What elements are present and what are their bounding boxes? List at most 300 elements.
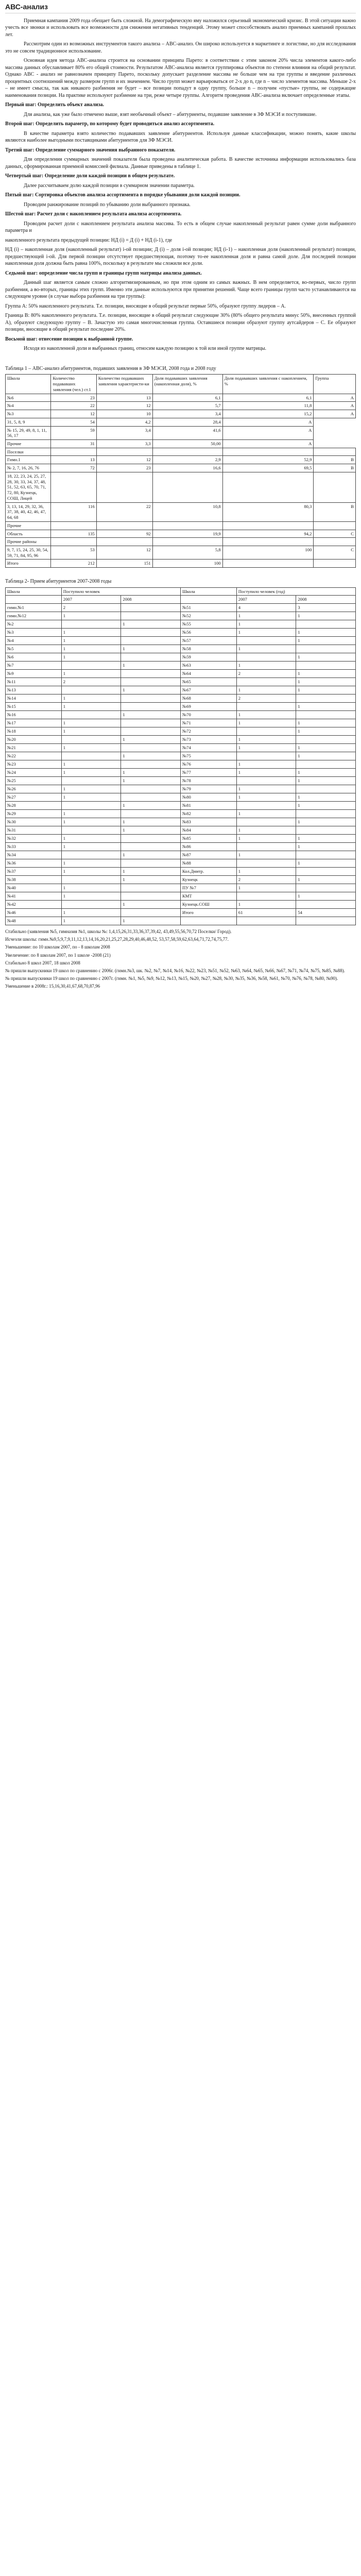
table-row (6, 546, 356, 560)
table-cell: 100 (152, 560, 222, 568)
table-1-header-cell: Доля подававших заявления с накоплением, % (222, 375, 314, 394)
table-cell: 1 (61, 670, 121, 678)
table-cell: №69 (180, 703, 236, 711)
step-6-text-1: Проводим расчет доли с накоплением результата анализа массива. То есть в общем случае накопленный результат равен сумме доли выбранного параметра и (5, 221, 356, 234)
table-cell: Кузнецк.СОШ (180, 901, 236, 909)
table-cell: 1 (296, 744, 356, 752)
note-line: № пришли выпускники 19 школ по сравнению с 2007г. (гимн. №1, №5, №9, №12, №13, №15, №20, №27, №28, №30, №35, №36, №58, №61, №70, №76, №78, №80, №90). (5, 976, 338, 981)
table-cell: №26 (6, 785, 62, 793)
table-row (6, 752, 356, 760)
table-cell: 2 (61, 604, 121, 612)
table-cell (61, 662, 121, 670)
intro-paragraph-1: Приемная кампания 2009 года обещает быть сложной. На демографическую яму наложился серьезный экономический кризис. В этой ситуации важно учесть все звонки и использовать все возможности для снижения негативных тенденций. Этому может способствовать анализ приемных кампаний прошлых лет. (5, 18, 356, 38)
table-cell: №20 (6, 736, 62, 744)
table-cell: №73 (180, 736, 236, 744)
table-cell: №37 (6, 868, 62, 876)
table-cell: 1 (61, 835, 121, 843)
table-2-header-cell: Школа (6, 587, 62, 596)
step-1-text: Для анализа, как уже было отмечено выше, взят необычный объект – абитуриенты, подавшие заявление в ЗФ МЭСИ и поступившие. (24, 111, 317, 117)
table-cell (121, 612, 181, 620)
table-cell: 3 (296, 604, 356, 612)
table-cell: 50,00 (152, 440, 222, 448)
table-row (6, 402, 356, 410)
table-cell: 1 (236, 719, 296, 727)
table-row (6, 802, 356, 810)
table-cell (296, 917, 356, 925)
table-cell (296, 662, 356, 670)
step-7-heading: Седьмой шаг: определение числа групп и границы групп матрицы анализа данных. (5, 270, 202, 276)
table-1-header-cell: Школа (6, 375, 51, 394)
page-title: АВС-анализ (5, 0, 356, 13)
table-cell: гимн.№1 (6, 604, 62, 612)
table-cell (121, 884, 181, 892)
table-cell: 1 (296, 703, 356, 711)
table-cell: 54 (296, 909, 356, 917)
table-cell: Кол.Дмитр. (180, 868, 236, 876)
table-cell: 13 (51, 456, 96, 464)
table-cell: 52,9 (222, 456, 314, 464)
table-row (6, 678, 356, 686)
table-cell: 2 (236, 670, 296, 678)
table-cell: №48 (6, 917, 62, 925)
table-cell: 22 (51, 402, 96, 410)
table-cell: №23 (6, 760, 62, 769)
page (0, 0, 361, 995)
table-cell: №31 (6, 826, 62, 835)
table-cell: 61 (236, 909, 296, 917)
table-1-header-row (6, 375, 356, 394)
table-cell (236, 637, 296, 645)
table-cell: 2,9 (152, 456, 222, 464)
table-row (6, 472, 356, 502)
table-cell (314, 472, 356, 502)
step-4-text: Далее рассчитываем долю каждой позиции в суммарном значении параметра. (24, 182, 195, 189)
table-row (6, 793, 356, 802)
note-line: Исчезли школы: гимн.№9,5,9,7,9,11,12,13,14,16,20,21,25,27,28,29,40,46,48,52, 53,57,58,59,62,63,64,71,72,74,75,77. (5, 937, 229, 942)
table-cell (61, 826, 121, 835)
table-cell (236, 703, 296, 711)
table-cell: №63 (180, 662, 236, 670)
table-cell: 11,8 (222, 402, 314, 410)
table-cell: 1 (61, 653, 121, 662)
table-cell: 1 (121, 826, 181, 835)
table-cell (121, 760, 181, 769)
step-6-heading: Шестой шаг: Расчет доли с накоплением результата анализа ассортимента. (5, 211, 182, 217)
table-cell (121, 678, 181, 686)
table-cell: 1 (61, 637, 121, 645)
table-cell: 1 (121, 851, 181, 859)
table-cell: 3,4 (96, 426, 152, 439)
table-cell (296, 901, 356, 909)
step-6-text-3: НД (i) – накопленная доля (накопленный результат) i-ой позиции; Д (i) – доля i-ой позиции; НД (i-1) – накопленная доля (накопленный результат) позиции, предшествующей i-ой. Для первой позиции отсутствует предшествующая, поэтому то-ее накопленная доля и равна самой доле. Для последней позиции накопленная доля должна быть равна 100%, поскольку в результате мы сложили все доли. (5, 247, 356, 267)
table-cell: 1 (296, 769, 356, 777)
table-cell: №80 (180, 793, 236, 802)
table-row (6, 604, 356, 612)
intro-paragraph-2: Рассмотрим один из возможных инструментов такого анализа – АВС-анализ. Он широко используется в маркетинге и логистике, но для исследования это не совсем традиционное использование. (5, 41, 356, 54)
note-line: Стабильно (заявления №5, гимназия №1, школы №: 1,4,15,26,31,33,36,37,39,42, 43,49,55,56,70,72 Поселки/ Город). (5, 929, 232, 935)
table-cell: №27 (6, 793, 62, 802)
table-cell (296, 736, 356, 744)
table-row (6, 909, 356, 917)
table-cell: №29 (6, 810, 62, 818)
table-row (6, 686, 356, 694)
table-cell (121, 703, 181, 711)
table-cell: 1 (61, 719, 121, 727)
table-cell: №16 (6, 711, 62, 719)
table-cell: A (222, 418, 314, 426)
table-2-header-row (6, 587, 356, 596)
table-cell: 80,3 (222, 502, 314, 521)
table-cell (61, 711, 121, 719)
table-cell (152, 472, 222, 502)
table-cell: №13 (6, 686, 62, 694)
table-cell: №46 (6, 909, 62, 917)
table-cell: 1 (236, 810, 296, 818)
table-2-header-cell: 2008 (296, 596, 356, 604)
table-cell: №9 (6, 670, 62, 678)
table-cell (236, 678, 296, 686)
table-cell: 3,4 (152, 410, 222, 418)
table-cell: №6 (6, 653, 62, 662)
table-cell: 1 (121, 901, 181, 909)
table-cell: №32 (6, 835, 62, 843)
table-cell (236, 892, 296, 901)
step-1-heading: Первый шаг: Определить объект анализа. (5, 102, 104, 108)
table-row (6, 769, 356, 777)
table-cell (296, 694, 356, 703)
table-cell: 1 (296, 835, 356, 843)
table-cell: №5 (6, 645, 62, 653)
table-cell (152, 521, 222, 530)
table-cell: 5,7 (152, 402, 222, 410)
table-cell: №67 (180, 686, 236, 694)
table-cell (121, 909, 181, 917)
table-1-body (6, 394, 356, 568)
table-cell: 1 (61, 645, 121, 653)
table-cell: №3 (6, 410, 51, 418)
table-cell: 116 (51, 502, 96, 521)
table-cell (121, 835, 181, 843)
table-cell: №7 (6, 662, 62, 670)
table-1-header-cell: Группа (314, 375, 356, 394)
table-cell: 1 (121, 736, 181, 744)
table-cell: 1 (61, 843, 121, 851)
table-cell: 12 (96, 402, 152, 410)
table-2-header-cell: Поступило человек (год) (236, 587, 355, 596)
table-cell: 1 (236, 901, 296, 909)
table-row (6, 859, 356, 868)
table-cell: 1 (121, 876, 181, 884)
table-cell: №3 (6, 629, 62, 637)
table-cell: 1 (236, 612, 296, 620)
table-cell: 1 (296, 612, 356, 620)
table-cell: 1 (296, 727, 356, 736)
notes-section (5, 928, 356, 989)
table-cell: 59 (51, 426, 96, 439)
table-cell: №64 (180, 670, 236, 678)
table-cell: 1 (61, 892, 121, 901)
table-cell (61, 777, 121, 785)
table-cell (61, 620, 121, 629)
table-cell: 1 (236, 884, 296, 892)
table-row (6, 843, 356, 851)
table-cell: №22 (6, 752, 62, 760)
table-cell: 10,8 (152, 502, 222, 521)
table-cell: 23 (96, 464, 152, 472)
table-cell: B (314, 464, 356, 472)
table-cell: №36 (6, 859, 62, 868)
table-cell: 1 (61, 760, 121, 769)
note-line: Стабильно 8 школ 2007, 18 школ 2008 (5, 960, 80, 965)
table-cell: 1 (61, 917, 121, 925)
table-cell (296, 810, 356, 818)
group-a-text: Группа А: 50% накопленного результата. Т.е. позиции, вносящие в общий результат первые 50%, образуют группу лидеров – А. (5, 303, 286, 309)
table-cell (236, 777, 296, 785)
table-cell: 3,3 (96, 440, 152, 448)
table-cell: 1 (61, 744, 121, 752)
table-cell: 1 (296, 752, 356, 760)
table-cell (152, 538, 222, 546)
table-cell (121, 793, 181, 802)
group-b-text: Граница В: 80% накопленного результата. Т.е. позиции, вносящие в общий результат следующие 30% (80% общего результата минус 50%, внесенных группой А), образуют следующую группу – В. Зачастую это самая многочисленная группа. Оставшиеся позиции образуют группу аутсайдеров – С. Ее образуют позиции, вносящие в общий результат последние 20%. (5, 313, 356, 333)
table-row (6, 426, 356, 439)
table-cell: 12 (96, 456, 152, 464)
table-cell: №52 (180, 612, 236, 620)
table-cell (121, 843, 181, 851)
table-cell: 1 (61, 785, 121, 793)
table-cell: 3, 13, 14, 29, 32, 36, 37, 38, 40, 42, 46, 47, 64, 68 (6, 502, 51, 521)
table-row (6, 620, 356, 629)
table-cell: 2 (61, 678, 121, 686)
table-cell: 151 (96, 560, 152, 568)
table-1-header-cell: Количество подававших заявления (чел.) ст.1 (51, 375, 96, 394)
table-cell: №18 (6, 727, 62, 736)
table-cell: 1 (61, 727, 121, 736)
table-row (6, 777, 356, 785)
step-5-text: Проводим ранжирование позиций по убыванию доли выбранного признака. (24, 201, 191, 208)
table-cell (121, 719, 181, 727)
table-cell (236, 727, 296, 736)
table-cell: 1 (61, 859, 121, 868)
step-4-heading: Четвертый шаг: Определение доли каждой позиции в общем результате. (5, 173, 175, 179)
table-cell: 1 (236, 760, 296, 769)
table-row (6, 521, 356, 530)
table-row (6, 670, 356, 678)
table-cell: 18, 22, 23, 24, 25, 27, 28, 30, 33, 34, 37, 48, 51, 52, 63, 65, 70, 71, 72, 80, Кузнецк, СОШ, Лицей (6, 472, 51, 502)
table-cell: 72 (51, 464, 96, 472)
table-cell: №74 (180, 744, 236, 752)
table-cell: №2 (6, 620, 62, 629)
table-cell: №57 (180, 637, 236, 645)
table-cell (121, 653, 181, 662)
table-cell: Прочие (6, 521, 51, 530)
table-cell (96, 448, 152, 456)
table-cell (236, 859, 296, 868)
table-2-header-cell (180, 596, 236, 604)
table-cell: №51 (180, 604, 236, 612)
table-cell (222, 560, 314, 568)
table-cell: A (314, 394, 356, 402)
table-2-header-cell (6, 596, 62, 604)
table-cell: №33 (6, 843, 62, 851)
table-cell (121, 727, 181, 736)
table-cell: Итого (6, 560, 51, 568)
table-cell: Кузнецк (180, 876, 236, 884)
table-cell: №11 (6, 678, 62, 686)
table-cell: 1 (61, 769, 121, 777)
table-row (6, 612, 356, 620)
table-cell (61, 752, 121, 760)
table-cell: 1 (296, 892, 356, 901)
table-cell: 69,5 (222, 464, 314, 472)
table-cell: 1 (236, 851, 296, 859)
table-cell (121, 637, 181, 645)
table-cell: B (314, 456, 356, 464)
table-row (6, 901, 356, 909)
table-cell (121, 859, 181, 868)
table-cell: 19,9 (152, 530, 222, 538)
table-cell: 1 (296, 686, 356, 694)
table-cell (314, 538, 356, 546)
table-cell: 1 (236, 736, 296, 744)
table-cell: A (314, 402, 356, 410)
table-cell: 1 (236, 785, 296, 793)
table-cell: 1 (296, 818, 356, 826)
table-row (6, 727, 356, 736)
table-cell (96, 521, 152, 530)
table-1-header-cell: Количество подававших заявления характеристи-ки (96, 375, 152, 394)
table-cell: 1 (296, 670, 356, 678)
table-cell: 1 (121, 818, 181, 826)
table-row (6, 662, 356, 670)
step-7-text: Данный шаг является самым сложно алгоритмизированным, но при этом одним из самых важных. В нем определяется, во-первых, число групп разбиения, а во-вторых, границы этих групп. Именно эти данные используются при принятии решений. Чаще всего границы групп часто устанавливаются на следующем уровне (в случае выбора разбиения на три группы): (5, 280, 356, 300)
table-cell (236, 802, 296, 810)
table-cell (296, 785, 356, 793)
table-row (6, 410, 356, 418)
table-cell: 6,1 (222, 394, 314, 402)
table-cell: №70 (180, 711, 236, 719)
table-cell (121, 785, 181, 793)
table-cell: 1 (61, 703, 121, 711)
table-cell (222, 448, 314, 456)
table-cell (236, 917, 296, 925)
table-cell: КМТ (180, 892, 236, 901)
table-cell: 2 (236, 876, 296, 884)
table-cell: № 15, 29, 49, 8, 1, 11, 56, 17 (6, 426, 51, 439)
table-cell: 4 (236, 604, 296, 612)
table-2-header-cell: 2007 (61, 596, 121, 604)
table-cell: №34 (6, 851, 62, 859)
table-cell: 1 (121, 917, 181, 925)
table-cell (236, 843, 296, 851)
table-cell: 12 (96, 546, 152, 560)
table-cell: 1 (296, 678, 356, 686)
table-cell: №25 (6, 777, 62, 785)
table-cell (96, 538, 152, 546)
table-cell: 1 (121, 686, 181, 694)
table-cell: 1 (61, 818, 121, 826)
admissions-table (5, 587, 356, 925)
table-cell: 41,6 (152, 426, 222, 439)
table-cell: №81 (180, 802, 236, 810)
table-row (6, 826, 356, 835)
table-cell: 1 (236, 645, 296, 653)
table-cell: 31 (51, 440, 96, 448)
table-cell: Область (6, 530, 51, 538)
table-row (6, 418, 356, 426)
table-cell (121, 892, 181, 901)
table-row (6, 711, 356, 719)
table-row (6, 530, 356, 538)
step-2-heading: Второй шаг: Определить параметр, по которому будет проводиться анализ ассортимента. (5, 121, 215, 127)
table-cell (51, 538, 96, 546)
table-row (6, 892, 356, 901)
table-cell: №6 (6, 394, 51, 402)
table-cell (222, 472, 314, 502)
abc-analysis-table (5, 374, 356, 568)
table-cell: 1 (236, 769, 296, 777)
table-cell: 5,8 (152, 546, 222, 560)
table-cell: 1 (121, 777, 181, 785)
table-cell: 1 (61, 884, 121, 892)
table-cell: 212 (51, 560, 96, 568)
table-cell: 1 (236, 629, 296, 637)
table-cell: 1 (296, 719, 356, 727)
table-cell: №28 (6, 802, 62, 810)
table-cell: №71 (180, 719, 236, 727)
table-cell (296, 760, 356, 769)
table-row (6, 719, 356, 727)
table-1-caption: Таблица 1 – АВС-анализ абитуриентов, подавших заявления в ЗФ МЭСИ, 2008 года и 2008 году (5, 365, 216, 371)
table-cell: 1 (296, 629, 356, 637)
table-cell: №83 (180, 818, 236, 826)
table-row (6, 785, 356, 793)
table-cell: 4,2 (96, 418, 152, 426)
table-cell: №42 (6, 901, 62, 909)
table-cell (236, 752, 296, 760)
table-cell: 135 (51, 530, 96, 538)
table-cell (96, 472, 152, 502)
table-cell: C (314, 530, 356, 538)
step-6-formula: накопленного результата предыдущей позиции: НД (i) = Д (i) + НД (i-1), где (5, 237, 173, 243)
table-cell (222, 538, 314, 546)
table-cell: 1 (236, 835, 296, 843)
table-cell: Прочие районы (6, 538, 51, 546)
table-2-header-cell: 2008 (121, 596, 181, 604)
table-cell (236, 653, 296, 662)
table-cell: №17 (6, 719, 62, 727)
table-cell: 22 (96, 502, 152, 521)
table-cell: A (222, 426, 314, 439)
table-cell (222, 521, 314, 530)
table-cell: A (314, 410, 356, 418)
table-cell: 1 (121, 662, 181, 670)
table-cell: 1 (61, 612, 121, 620)
table-cell: №78 (180, 777, 236, 785)
table-cell: №41 (6, 892, 62, 901)
table-cell (296, 620, 356, 629)
table-row (6, 394, 356, 402)
table-cell: №82 (180, 810, 236, 818)
table-cell (121, 604, 181, 612)
note-line: № пришли выпускники 19 школ по сравнению с 2006г. (гимн.№3, шк. №2, №7, №14, №16, №22, №23, №51, №52, №63, №64, №65, №66, №67, №71, №74, №75, №85, №88). (5, 968, 345, 973)
table-cell (121, 629, 181, 637)
table-cell: 2 (236, 694, 296, 703)
table-cell: № 2, 7, 16, 26, 76 (6, 464, 51, 472)
table-1-header-cell: Доля подававших заявления (накопленная доля), % (152, 375, 222, 394)
table-row (6, 560, 356, 568)
table-cell: №38 (6, 876, 62, 884)
